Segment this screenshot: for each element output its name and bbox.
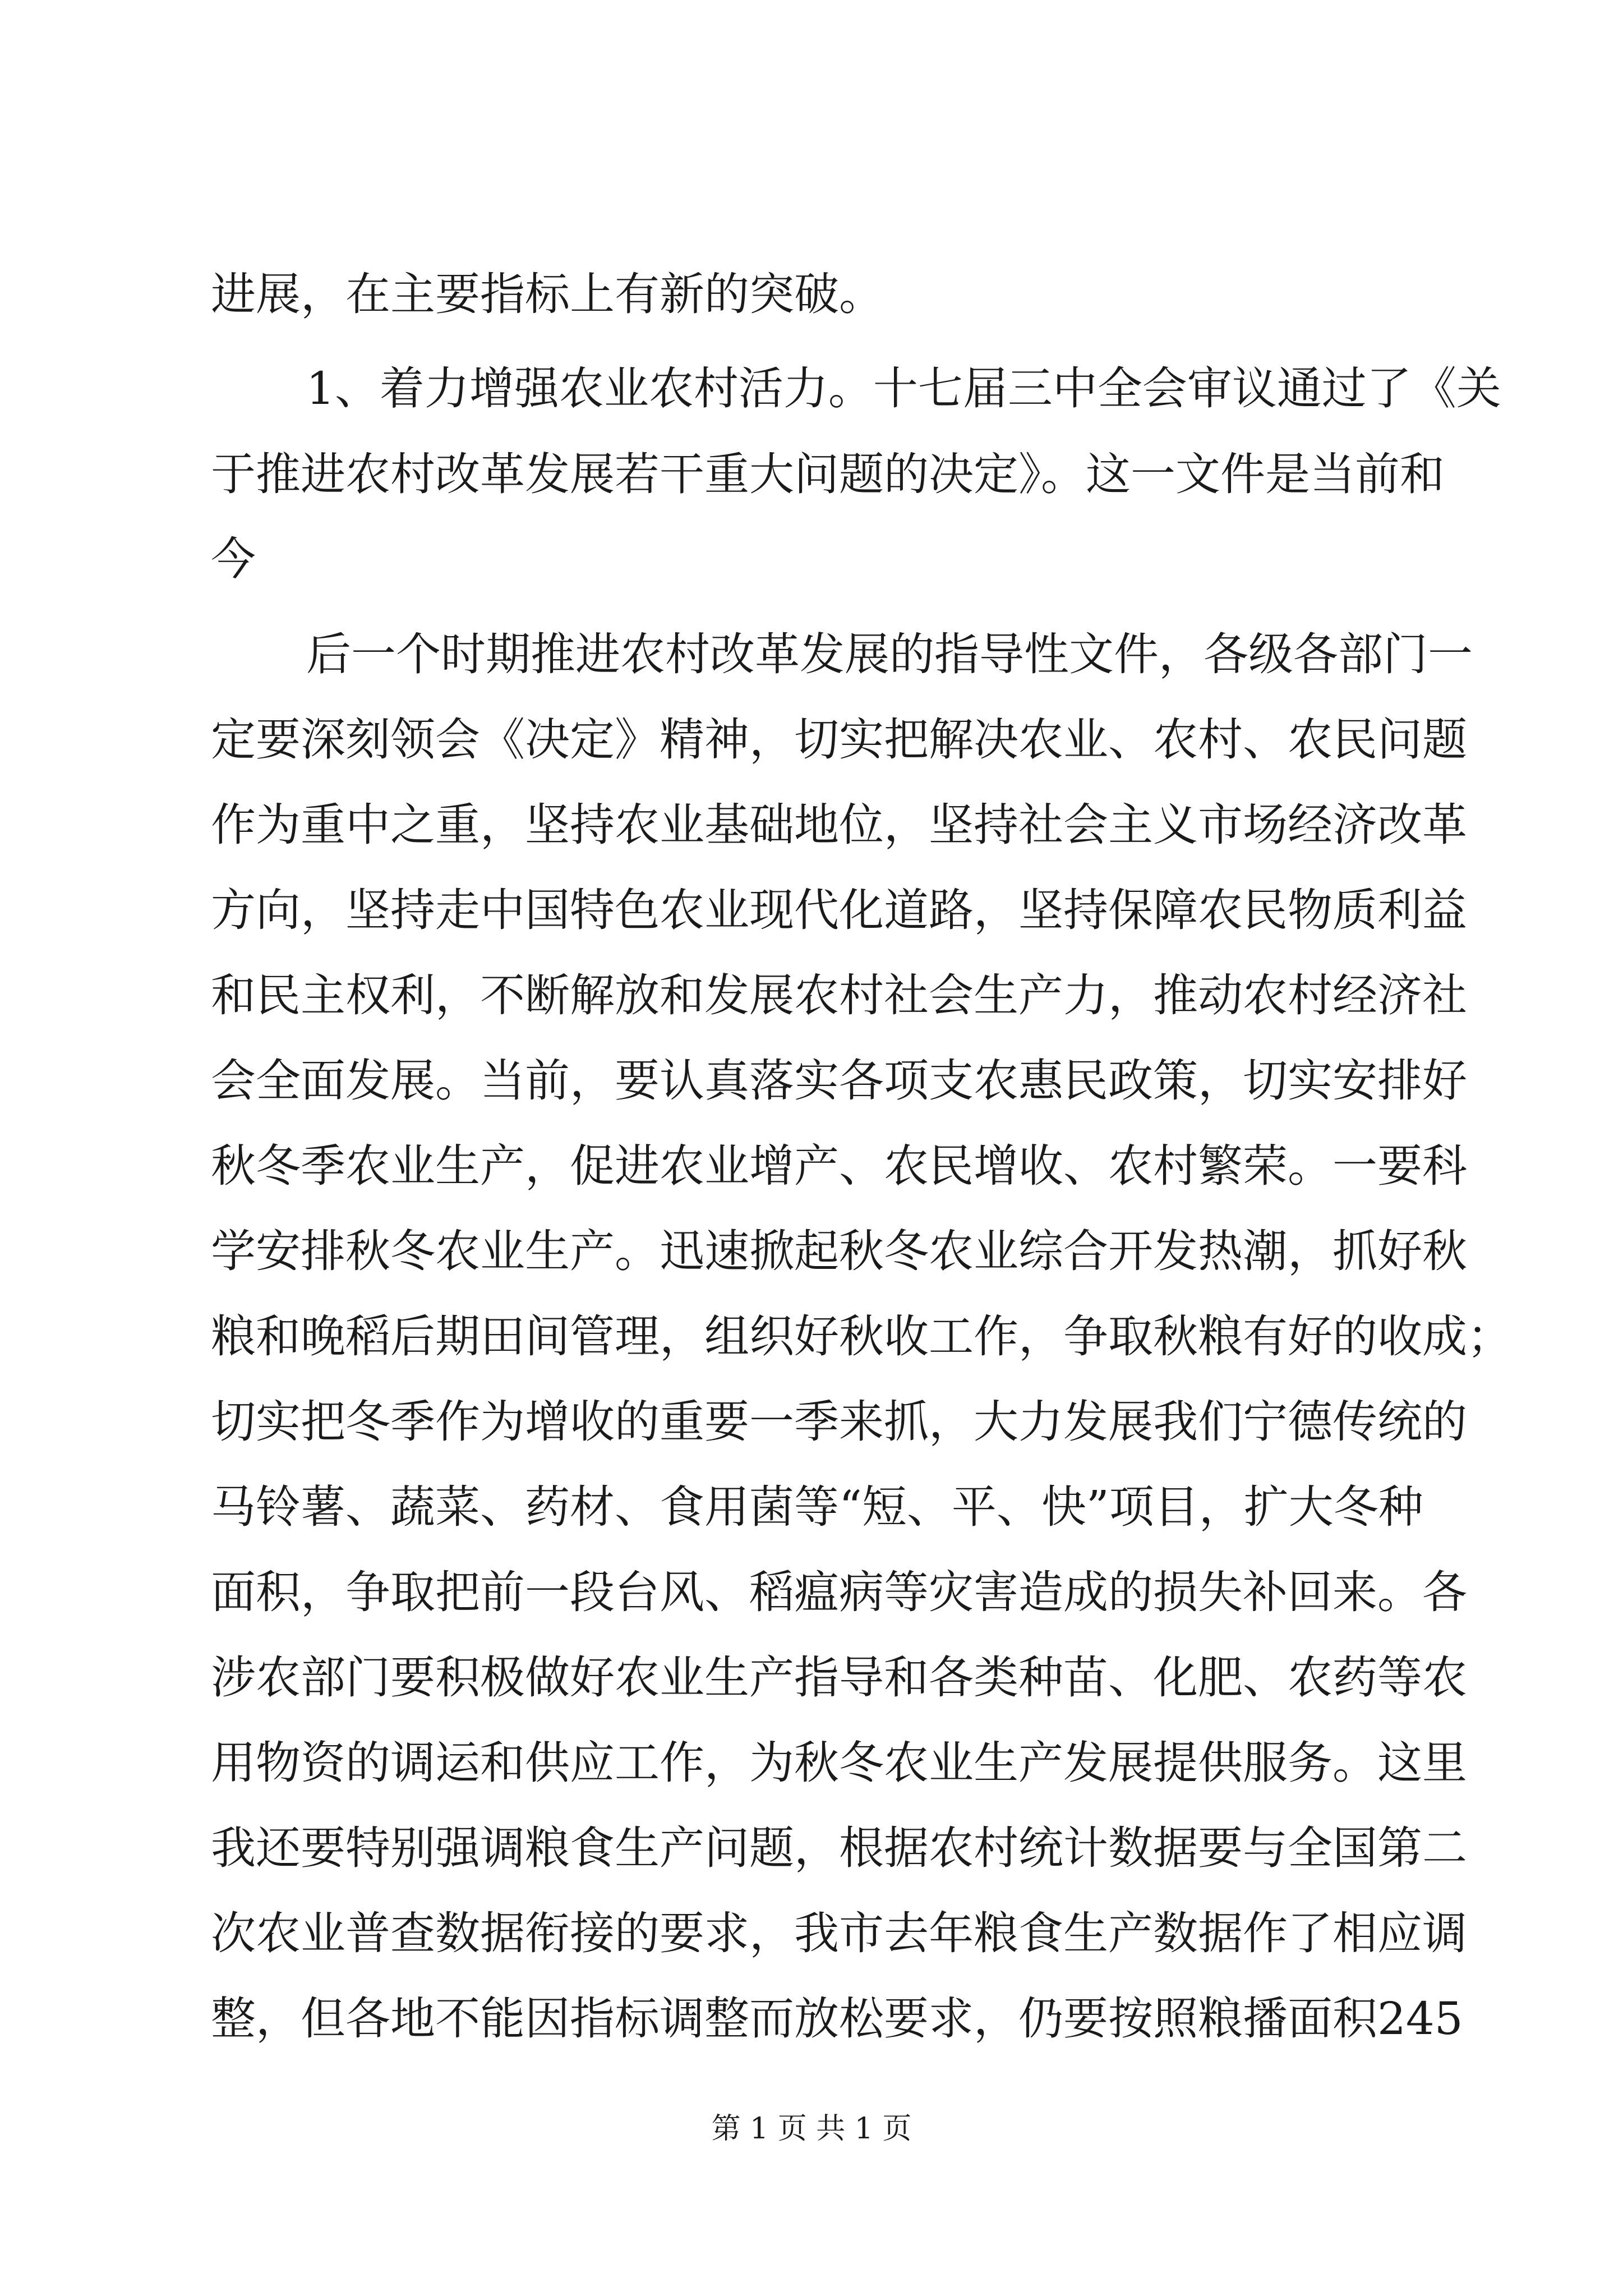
body-text-line: 切实把冬季作为增收的重要一季来抓，大力发展我们宁德传统的 xyxy=(211,1396,1467,1448)
body-text-line: 进展，在主要指标上有新的突破。 xyxy=(211,268,884,320)
body-text-line: 学安排秋冬农业生产。迅速掀起秋冬农业综合开发热潮，抓好秋 xyxy=(211,1225,1467,1277)
body-text-line: 面积，争取把前一段台风、稻瘟病等灾害造成的损失补回来。各 xyxy=(211,1566,1467,1618)
body-text-line: 次农业普查数据衔接的要求，我市去年粮食生产数据作了相应调 xyxy=(211,1907,1467,1959)
body-text-line: 和民主权利，不断解放和发展农村社会生产力，推动农村经济社 xyxy=(211,969,1467,1022)
body-text-line: 会全面发展。当前，要认真落实各项支农惠民政策，切实安排好 xyxy=(211,1055,1467,1107)
body-text-line: 后一个时期推进农村改革发展的指导性文件，各级各部门一 xyxy=(306,628,1473,680)
body-text-line: 整，但各地不能因指标调整而放松要求，仍要按照粮播面积245 xyxy=(211,1993,1463,2045)
body-text-line: 1、着力增强农业农村活力。十七届三中全会审议通过了《关 xyxy=(306,362,1501,415)
body-text-line: 我还要特别强调粮食生产问题，根据农村统计数据要与全国第二 xyxy=(211,1822,1467,1874)
body-text-line: 秋冬季农业生产，促进农业增产、农民增收、农村繁荣。一要科 xyxy=(211,1140,1467,1192)
body-text-line: 今 xyxy=(211,533,256,585)
body-text-line: 涉农部门要积极做好农业生产指导和各类种苗、化肥、农药等农 xyxy=(211,1651,1467,1704)
body-text-line: 马铃薯、蔬菜、药材、食用菌等“短、平、快”项目，扩大冬种 xyxy=(211,1481,1423,1533)
body-text-line: 作为重中之重，坚持农业基础地位，坚持社会主义市场经济改革 xyxy=(211,799,1467,851)
body-text-line: 用物资的调运和供应工作，为秋冬农业生产发展提供服务。这里 xyxy=(211,1737,1467,1789)
body-text-line: 方向，坚持走中国特色农业现代化道路，坚持保障农民物质利益 xyxy=(211,884,1467,936)
page-footer: 第 1 页 共 1 页 xyxy=(711,2112,912,2146)
body-text-line: 粮和晚稻后期田间管理，组织好秋收工作，争取秋粮有好的收成； xyxy=(211,1310,1512,1363)
body-text-line: 于推进农村改革发展若干重大问题的决定》。这一文件是当前和 xyxy=(211,448,1445,500)
body-text-line: 定要深刻领会《决定》精神，切实把解决农业、农村、农民问题 xyxy=(211,714,1467,766)
